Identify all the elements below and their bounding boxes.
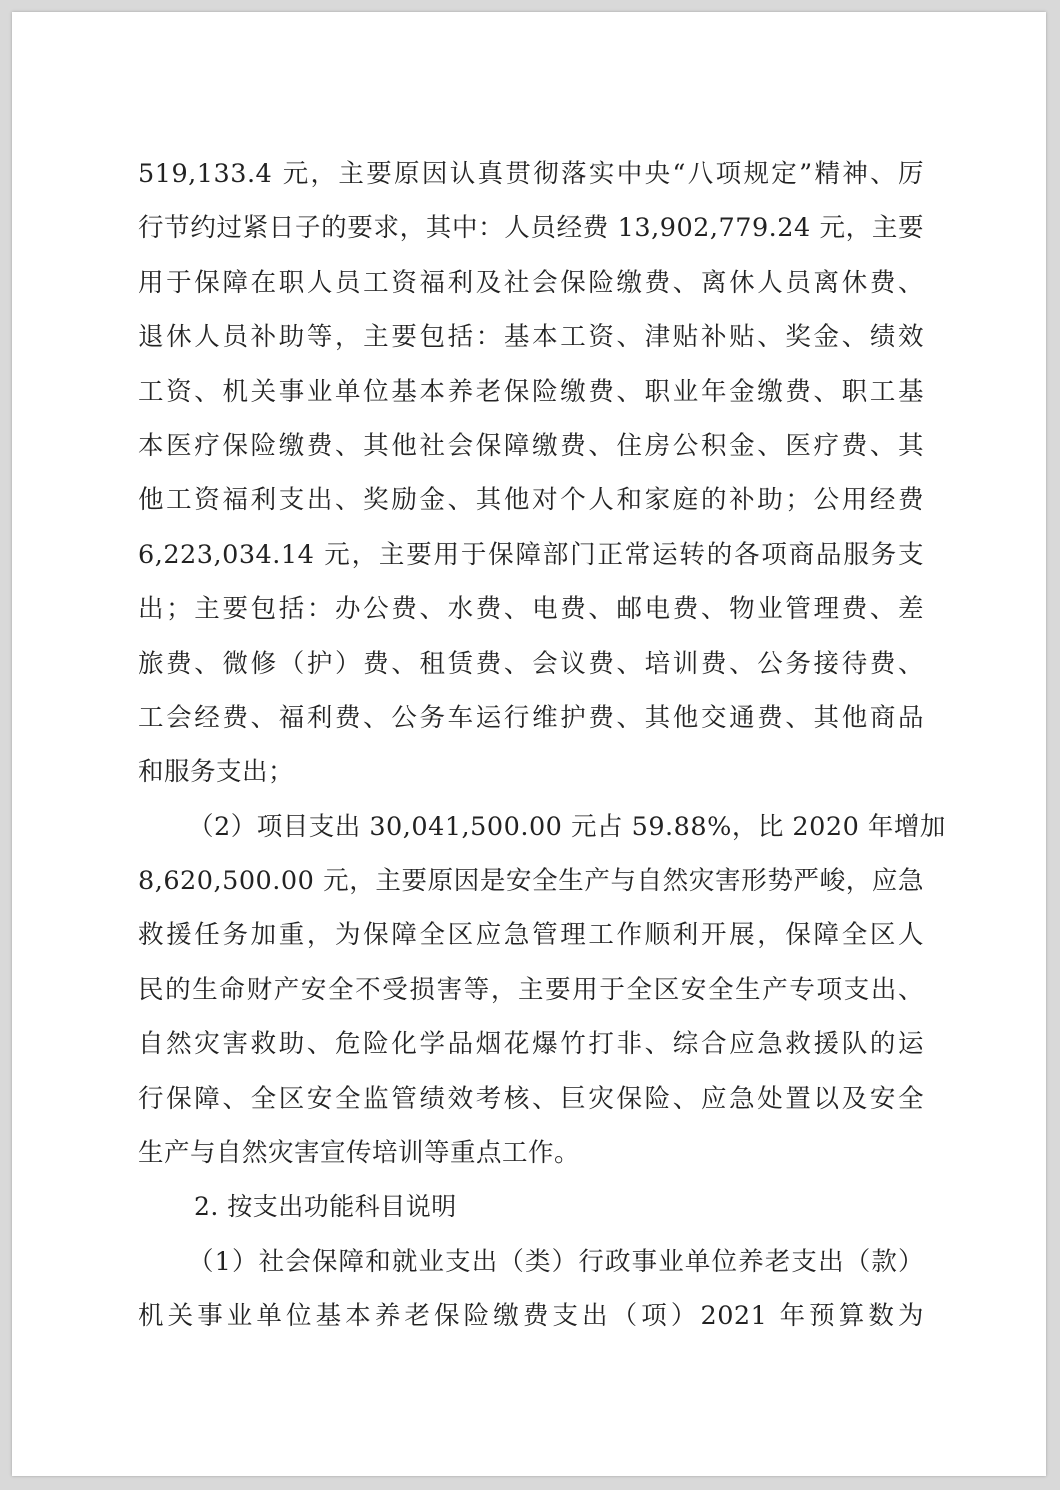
paragraph-line: 本医疗保险缴费、其他社会保障缴费、住房公积金、医疗费、其 <box>138 430 924 461</box>
paragraph-line: 救援任务加重，为保障全区应急管理工作顺利开展，保障全区人 <box>138 920 924 951</box>
paragraph-line: 519,133.4 元，主要原因认真贯彻落实中央“八项规定”精神、厉 <box>138 159 924 189</box>
paragraph-line: 6,223,034.14 元，主要用于保障部门正常运转的各项商品服务支 <box>138 539 924 570</box>
paragraph-line: 出；主要包括：办公费、水费、电费、邮电费、物业管理费、差 <box>138 594 924 625</box>
paragraph-line: 和服务支出； <box>138 757 295 788</box>
document-page <box>12 12 1046 1476</box>
paragraph-line: 用于保障在职人员工资福利及社会保险缴费、离休人员离休费、 <box>138 267 924 298</box>
paragraph-line: （2）项目支出 30,041,500.00 元占 59.88%，比 2020 年增加 <box>188 811 946 842</box>
paragraph-line: 机关事业单位基本养老保险缴费支出（项）2021 年预算数为 <box>138 1301 924 1332</box>
paragraph-line: 自然灾害救助、危险化学品烟花爆竹打非、综合应急救援队的运 <box>138 1029 924 1060</box>
paragraph-line: （1）社会保障和就业支出（类）行政事业单位养老支出（款） <box>188 1246 924 1277</box>
paragraph-line: 民的生命财产安全不受损害等，主要用于全区安全生产专项支出、 <box>138 974 924 1005</box>
paragraph-line: 工会经费、福利费、公务车运行维护费、其他交通费、其他商品 <box>138 702 924 733</box>
paragraph-line: 旅费、微修（护）费、租赁费、会议费、培训费、公务接待费、 <box>138 648 924 679</box>
paragraph-line: 8,620,500.00 元，主要原因是安全生产与自然灾害形势严峻，应急 <box>138 866 924 897</box>
paragraph-line: 行节约过紧日子的要求，其中：人员经费 13,902,779.24 元，主要 <box>138 213 924 244</box>
paragraph-line: 行保障、全区安全监管绩效考核、巨灾保险、应急处置以及安全 <box>138 1083 924 1114</box>
paragraph-line: 退休人员补助等，主要包括：基本工资、津贴补贴、奖金、绩效 <box>138 322 924 353</box>
paragraph-line: 生产与自然灾害宣传培训等重点工作。 <box>138 1138 581 1169</box>
document-body <box>138 147 946 1344</box>
paragraph-line: 他工资福利支出、奖励金、其他对个人和家庭的补助；公用经费 <box>138 485 924 516</box>
section-heading: 2. 按支出功能科目说明 <box>194 1192 457 1222</box>
paragraph-line: 工资、机关事业单位基本养老保险缴费、职业年金缴费、职工基 <box>138 376 924 407</box>
